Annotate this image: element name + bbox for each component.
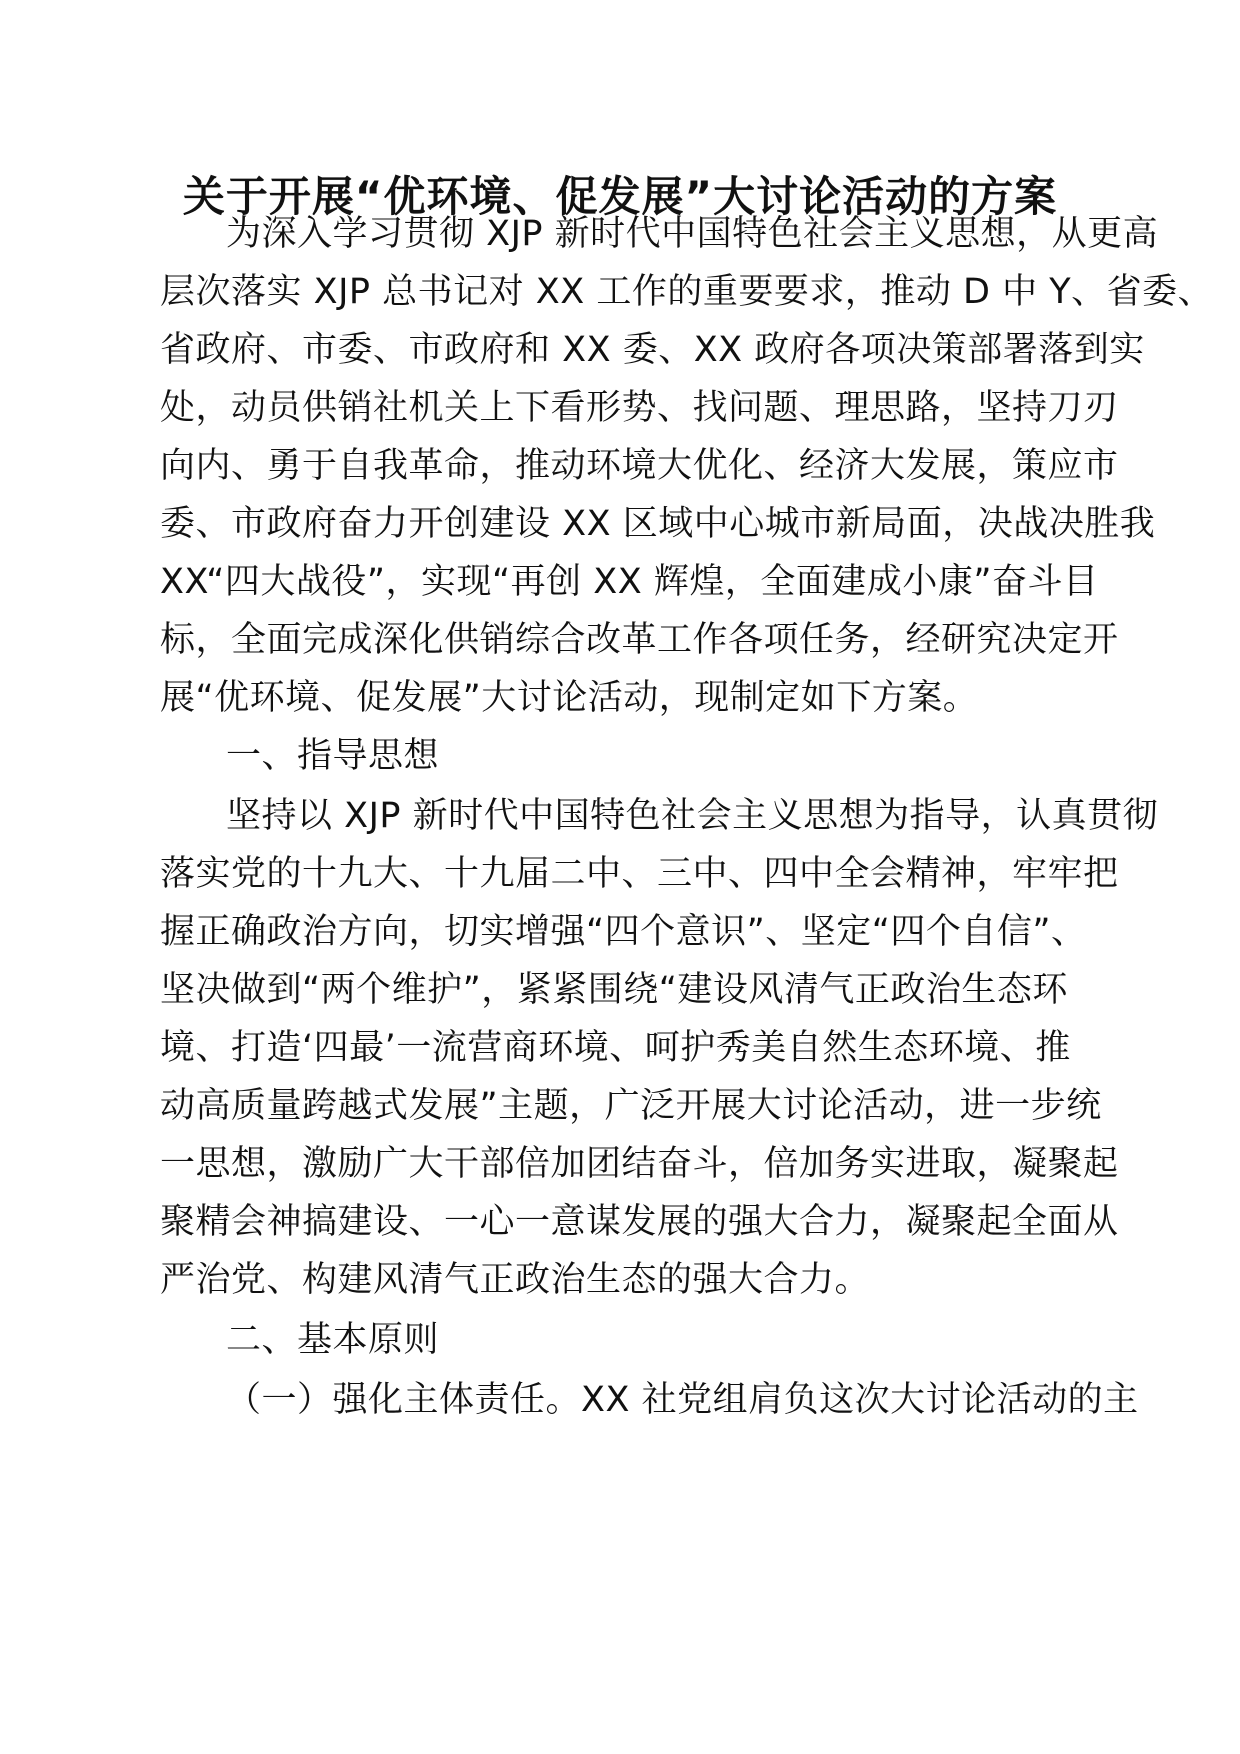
paragraph-line: （一）强化主体责任。XX 社党组肩负这次大讨论活动的主	[226, 1380, 1139, 1420]
paragraph-line: 落实党的十九大、十九届二中、三中、四中全会精神，牢牢把	[160, 854, 1119, 894]
document-title: 关于开展“优环境、促发展”大讨论活动的方案	[182, 172, 1058, 221]
paragraph-line: 严治党、构建风清气正政治生态的强大合力。	[160, 1260, 871, 1300]
paragraph-line: 聚精会神搞建设、一心一意谋发展的强大合力，凝聚起全面从	[160, 1202, 1119, 1242]
paragraph-line: 动高质量跨越式发展”主题，广泛开展大讨论活动，进一步统	[160, 1086, 1102, 1126]
paragraph-line: 标，全面完成深化供销综合改革工作各项任务，经研究决定开	[160, 620, 1119, 660]
paragraph-line: 境、打造‘四最’一流营商环境、呵护秀美自然生态环境、推	[160, 1028, 1071, 1068]
paragraph-line: 坚决做到“两个维护”，紧紧围绕“建设风清气正政治生态环	[160, 970, 1068, 1010]
paragraph-line: 为深入学习贯彻 XJP 新时代中国特色社会主义思想，从更高	[226, 214, 1159, 254]
paragraph-line: 一思想，激励广大干部倍加团结奋斗，倍加务实进取，凝聚起	[160, 1144, 1119, 1184]
paragraph-line: XX“四大战役”，实现“再创 XX 辉煌，全面建成小康”奋斗目	[160, 562, 1099, 602]
section-heading: 二、基本原则	[226, 1320, 440, 1360]
paragraph-line: 层次落实 XJP 总书记对 XX 工作的重要要求，推动 D 中 Y、省委、	[160, 272, 1214, 312]
paragraph-line: 坚持以 XJP 新时代中国特色社会主义思想为指导，认真贯彻	[226, 796, 1159, 836]
paragraph-line: 握正确政治方向，切实增强“四个意识”、坚定“四个自信”、	[160, 912, 1087, 952]
section-heading: 一、指导思想	[226, 736, 440, 776]
paragraph-line: 展“优环境、促发展”大讨论活动，现制定如下方案。	[160, 678, 979, 718]
paragraph-line: 处，动员供销社机关上下看形势、找问题、理思路，坚持刀刃	[160, 388, 1119, 428]
paragraph-line: 省政府、市委、市政府和 XX 委、XX 政府各项决策部署落到实	[160, 330, 1145, 370]
paragraph-line: 向内、勇于自我革命，推动环境大优化、经济大发展，策应市	[160, 446, 1119, 486]
paragraph-line: 委、市政府奋力开创建设 XX 区域中心城市新局面，决战决胜我	[160, 504, 1156, 544]
